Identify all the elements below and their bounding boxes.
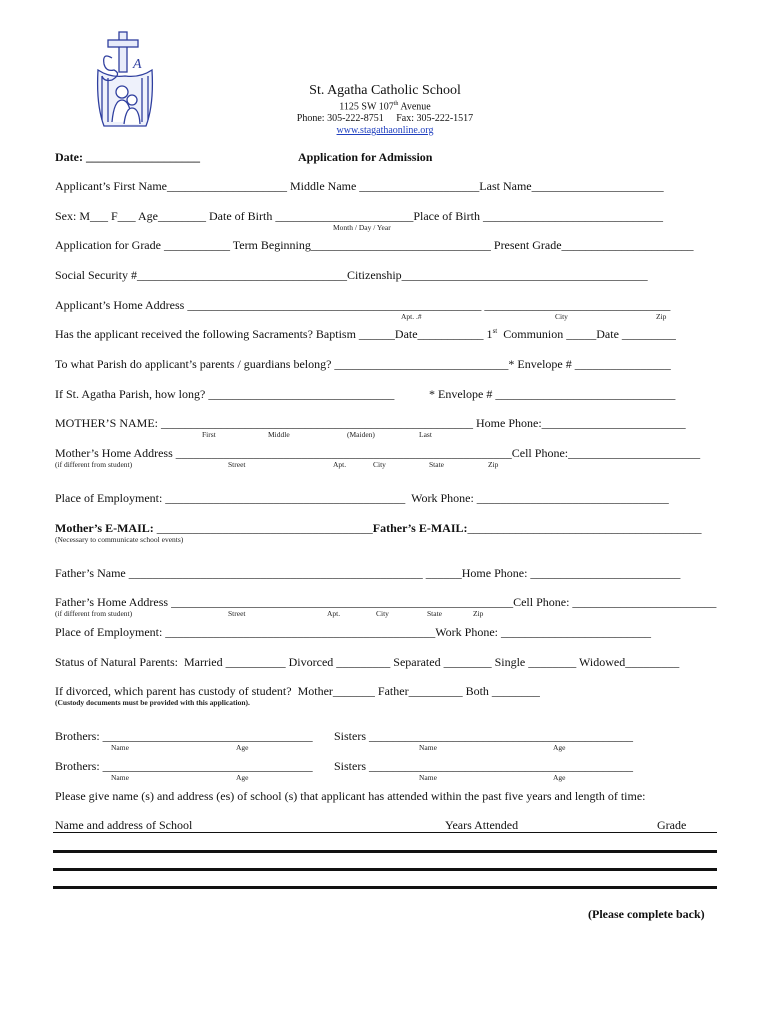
zip-sub-label-3: Zip [473,609,484,618]
school-address [235,101,535,112]
dob-format-hint: Month / Day / Year [333,223,391,232]
mother-email-label: Mother’s E-MAIL: [55,521,154,535]
form-title: Application for Admission [298,150,433,164]
communion-text: Communion _____Date _________ [497,327,676,341]
complete-back-note: (Please complete back) [588,907,705,921]
city-sub-label-2: City [373,460,386,469]
street-sub-label-3: Street [228,609,246,618]
school-phone: Phone: 305-222-8751 Fax: 305-222-1517 [296,113,474,124]
apt-sub-label: Apt. .# [401,312,422,321]
state-sub-label-3: State [427,609,442,618]
custody-note: (Custody documents must be provided with this application). [55,698,250,707]
address-prefix: 1125 SW 107 [339,101,394,113]
brothers-field-2[interactable]: Brothers: ___________________________________ [55,759,313,773]
street-sub-label: Street [228,460,246,469]
sisters-field-2[interactable]: Sisters ____________________________________________ [334,759,634,773]
maiden-sub-label: (Maiden) [347,430,375,439]
father-email-label: Father’s E-MAIL: [372,521,468,535]
apt-sub-label-2: Apt. [333,460,347,469]
address-sup: th [393,101,399,107]
sacraments-text: Has the applicant received the following Sacraments? Baptism ______Date___________ 1 [55,327,493,341]
logo-letter: A [133,57,142,72]
first-sub-label: First [202,430,216,439]
grade-term-line[interactable]: Application for Grade ___________ Term Beginning______________________________ Present Grade______________________ [55,238,694,252]
email-note: (Necessary to communicate school events) [55,535,184,544]
last-sub-label: Last [419,430,432,439]
name-sub-label-3: Name [111,773,129,782]
mother-employment-line[interactable]: Place of Employment: ________________________________________ Work Phone: ________________________________ [55,491,669,505]
email-line[interactable] [55,521,702,536]
ssn-citizenship-line[interactable]: Social Security #___________________________________Citizenship_________________________________________ [55,268,648,282]
age-sub-label-3: Age [236,773,249,782]
zip-sub-label-2: Zip [488,460,499,469]
city-sub-label-3: City [376,609,389,618]
apt-sub-label-3: Apt. [327,609,341,618]
address-suffix: Avenue [398,101,431,113]
name-sub-label-4: Name [419,773,437,782]
mother-address-line[interactable]: Mother’s Home Address ________________________________________________________Cell Phone:______________________ [55,446,701,460]
sacraments-sup: st [492,327,498,335]
mother-email-blank: ____________________________________ [153,521,373,535]
zip-sub-label: Zip [656,312,667,321]
school-website-link[interactable]: www.stagathaonline.org [336,125,434,136]
middle-sub-label: Middle [268,430,290,439]
father-email-blank: _______________________________________ [467,521,702,535]
father-address-line[interactable]: Father’s Home Address _________________________________________________________Cell Phone: ________________________ [55,595,717,609]
mother-address-note: (if different from student) [55,460,133,469]
school-logo [92,30,158,130]
parents-status-line[interactable]: Status of Natural Parents: Married __________ Divorced _________ Separated ________ Single ________ Widowed_________ [55,655,680,669]
father-address-note: (if different from student) [55,609,133,618]
previous-schools-instruction: Please give name (s) and address (es) of school (s) that applicant has attended within the past five years and length of time: [55,789,646,803]
home-address-line[interactable]: Applicant’s Home Address _________________________________________________ _______________________________ [55,298,671,312]
state-sub-label: State [429,460,444,469]
father-employment-line[interactable]: Place of Employment: _____________________________________________Work Phone: _________________________ [55,625,652,639]
sex-age-dob-line[interactable]: Sex: M___ F___ Age________ Date of Birth _______________________Place of Birth ______________________________ [55,209,663,223]
column-school: Name and address of School [55,818,193,832]
father-name-line[interactable]: Father’s Name _________________________________________________ ______Home Phone: _________________________ [55,566,681,580]
mother-name-line[interactable]: MOTHER’S NAME: ____________________________________________________ Home Phone:________________________ [55,416,686,430]
name-sub-label-2: Name [419,743,437,752]
age-sub-label-4: Age [553,773,566,782]
table-header-rule [53,832,717,833]
brothers-field-1[interactable]: Brothers: ___________________________________ [55,729,313,743]
date-field[interactable]: Date: ___________________ [55,150,200,164]
applicant-name-line[interactable]: Applicant’s First Name____________________ Middle Name ____________________Last Name______________________ [55,179,664,193]
school-entry-row-2[interactable] [53,868,717,871]
city-sub-label: City [555,312,568,321]
age-sub-label-2: Age [553,743,566,752]
st-agatha-how-long-field[interactable]: If St. Agatha Parish, how long? _______________________________ [55,387,395,401]
sisters-field-1[interactable]: Sisters ____________________________________________ [334,729,634,743]
school-entry-row-1[interactable] [53,850,717,853]
column-grade: Grade [657,818,687,832]
sacraments-line[interactable] [55,327,676,342]
column-years: Years Attended [445,818,519,832]
school-entry-row-3[interactable] [53,886,717,889]
school-name: St. Agatha Catholic School [309,83,461,98]
parish-line[interactable]: To what Parish do applicant’s parents / guardians belong? _____________________________* Envelope # ________________ [55,357,671,371]
envelope-field[interactable]: * Envelope # ______________________________ [429,387,676,401]
custody-line[interactable]: If divorced, which parent has custody of student? Mother_______ Father_________ Both ________ [55,684,540,698]
age-sub-label: Age [236,743,249,752]
name-sub-label: Name [111,743,129,752]
